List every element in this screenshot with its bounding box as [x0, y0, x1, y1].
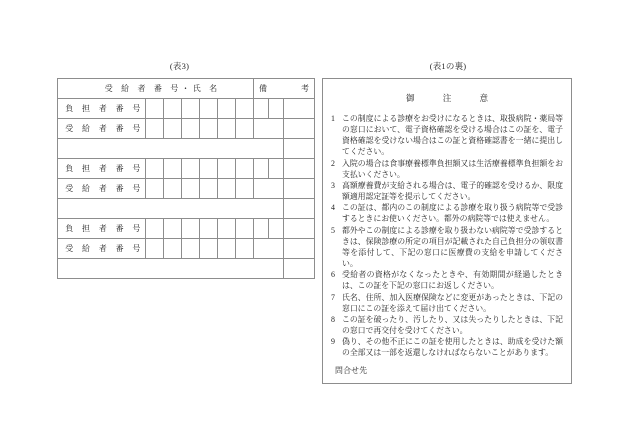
list-item: [330, 336, 563, 358]
recipient-number-cell[interactable]: [200, 119, 218, 139]
notice-number: 3: [331, 180, 335, 190]
list-item: [330, 225, 563, 270]
notice-text: 都外やこの制度による診療を取り扱わない病院等で受診するときは、保険診療の所定の項目が記載された自己負担分の領収書等を添付して、下記の窓口に医療費の支給を申請してください。: [342, 225, 563, 269]
notice-text: この証は、都内のこの制度による診療を取り扱う病院等で受診するときにお使いください。都外の病院等では使えません。: [342, 203, 563, 224]
remarks-cell[interactable]: [284, 99, 315, 119]
contact-label: 問合せ先: [335, 366, 368, 375]
notice-text: 氏名、住所、加入医療保険などに変更があったときは、下記の窓口にこの証を添えて届け出てください。: [342, 292, 563, 313]
recipient-number-cell[interactable]: [182, 239, 200, 259]
payer-number-cell[interactable]: [218, 159, 236, 179]
notice-text: 入院の場合は食事療養標準負担額又は生活療養標準負担額をお支払いください。: [342, 158, 563, 179]
payer-number-cell[interactable]: [218, 219, 236, 239]
recipient-number-cell[interactable]: [218, 119, 236, 139]
recipient-number-cell[interactable]: [200, 179, 218, 199]
header-remarks: [254, 79, 315, 99]
list-item: [330, 113, 563, 158]
row-label-recipient-number-3: 受 給 者 番 号: [58, 239, 146, 259]
notice-text: この制度による診療をお受けになるときは、取扱病院・薬局等の窓口において、電子資格確認を受ける場合はこの証を、電子資格確認を受けない場合はこの証と資格確認書を一緒に提出してください。: [342, 114, 563, 157]
notice-text: 高額療養費が支給される場合は、電子的確認を受けるか、限度額適用認定証等を提示してください。: [342, 180, 563, 202]
payer-number-cell[interactable]: [164, 99, 182, 119]
notice-number: 6: [331, 270, 335, 280]
table-row: [58, 119, 315, 139]
row-label-payer-number-2: 負 担 者 番 号: [58, 159, 146, 179]
recipient-number-table: [57, 78, 315, 279]
table-row: [58, 99, 315, 119]
payer-number-cell[interactable]: [254, 159, 269, 179]
recipient-number-cell[interactable]: [218, 179, 236, 199]
payer-number-cell[interactable]: [200, 99, 218, 119]
payer-number-cell[interactable]: [236, 159, 254, 179]
payer-number-cell[interactable]: [269, 159, 284, 179]
payer-number-cell[interactable]: [200, 219, 218, 239]
recipient-number-cell[interactable]: [182, 119, 200, 139]
recipient-number-cell[interactable]: [254, 179, 284, 199]
notice-list: [323, 113, 571, 358]
payer-number-cell[interactable]: [164, 159, 182, 179]
remarks-cell[interactable]: [284, 159, 315, 179]
table-row-spacer: [58, 199, 315, 219]
payer-number-cell[interactable]: [146, 99, 164, 119]
payer-number-cell[interactable]: [146, 159, 164, 179]
header-remarks-char1: 備: [259, 84, 268, 93]
recipient-number-cell[interactable]: [218, 239, 236, 259]
recipient-number-cell[interactable]: [200, 239, 218, 259]
payer-number-cell[interactable]: [200, 159, 218, 179]
notice-number: 5: [331, 225, 335, 235]
payer-number-cell[interactable]: [269, 99, 284, 119]
row-label-payer-number-3: 負 担 者 番 号: [58, 219, 146, 239]
recipient-number-cell[interactable]: [164, 119, 182, 139]
notice-box: [322, 78, 572, 384]
notice-number: 9: [331, 337, 335, 347]
right-sheet-caption: (表1の裏): [429, 61, 467, 71]
list-item: [330, 158, 563, 180]
recipient-number-cell[interactable]: [146, 239, 164, 259]
row-label-recipient-number-1: 受 給 者 番 号: [58, 119, 146, 139]
recipient-number-cell[interactable]: [164, 239, 182, 259]
table-header-row: [58, 79, 315, 99]
block-spacer: [58, 139, 284, 159]
remarks-cell-continued[interactable]: [284, 139, 315, 159]
block-spacer-bottom: [58, 259, 284, 279]
recipient-number-cell[interactable]: [254, 239, 284, 259]
payer-number-cell[interactable]: [269, 219, 284, 239]
payer-number-cell[interactable]: [218, 99, 236, 119]
header-remarks-char2: 考: [301, 84, 310, 93]
recipient-number-cell[interactable]: [236, 239, 254, 259]
block-spacer: [58, 199, 284, 219]
list-item: [330, 269, 563, 291]
payer-number-cell[interactable]: [254, 99, 269, 119]
remarks-cell-continued[interactable]: [284, 199, 315, 219]
payer-number-cell[interactable]: [236, 99, 254, 119]
remarks-cell-continued[interactable]: [284, 179, 315, 199]
notice-title: 御 注 意: [405, 93, 502, 103]
recipient-number-cell[interactable]: [236, 179, 254, 199]
recipient-number-cell[interactable]: [236, 119, 254, 139]
recipient-number-cell[interactable]: [146, 179, 164, 199]
payer-number-cell[interactable]: [182, 99, 200, 119]
row-label-recipient-number-2: 受 給 者 番 号: [58, 179, 146, 199]
notice-number: 7: [331, 292, 335, 302]
row-label-payer-number-1: 負 担 者 番 号: [58, 99, 146, 119]
notice-number: 4: [331, 203, 335, 213]
remarks-cell-continued[interactable]: [284, 259, 315, 279]
payer-number-cell[interactable]: [146, 219, 164, 239]
table-row-spacer: [58, 139, 315, 159]
list-item: [330, 292, 563, 314]
table-row: [58, 179, 315, 199]
notice-text: 受給者の資格がなくなったときや、有効期間が経過したときは、この証を下記の窓口にお返しください。: [342, 270, 563, 291]
table-row: [58, 219, 315, 239]
recipient-number-cell[interactable]: [182, 179, 200, 199]
recipient-number-cell[interactable]: [164, 179, 182, 199]
notice-number: 2: [331, 158, 335, 168]
list-item: [330, 314, 563, 336]
remarks-cell-continued[interactable]: [284, 239, 315, 259]
remarks-cell-continued[interactable]: [284, 119, 315, 139]
remarks-cell[interactable]: [284, 219, 315, 239]
payer-number-cell[interactable]: [254, 219, 269, 239]
table-row: [58, 159, 315, 179]
table-row: [58, 239, 315, 259]
right-sheet: [322, 60, 574, 384]
header-recipient-number-name: 受 給 者 番 号・氏 名: [58, 79, 254, 99]
list-item: [330, 202, 563, 224]
recipient-number-cell[interactable]: [254, 119, 284, 139]
payer-number-cell[interactable]: [182, 219, 200, 239]
table-row-spacer: [58, 259, 315, 279]
left-sheet-caption: (表3): [169, 61, 190, 71]
notice-text: 偽り、その他不正にこの証を使用したときは、助成を受けた額の全部又は一部を返還しなければならないことがあります。: [342, 337, 563, 358]
notice-number: 1: [331, 114, 335, 123]
notice-number: 8: [331, 314, 335, 324]
recipient-number-cell[interactable]: [146, 119, 164, 139]
payer-number-cell[interactable]: [236, 219, 254, 239]
payer-number-cell[interactable]: [182, 159, 200, 179]
left-sheet: [57, 60, 310, 279]
payer-number-cell[interactable]: [164, 219, 182, 239]
notice-text: この証を破ったり、汚したり、又は失ったりしたときは、下記の窓口で再交付を受けてください。: [342, 314, 563, 335]
list-item: [330, 180, 563, 202]
